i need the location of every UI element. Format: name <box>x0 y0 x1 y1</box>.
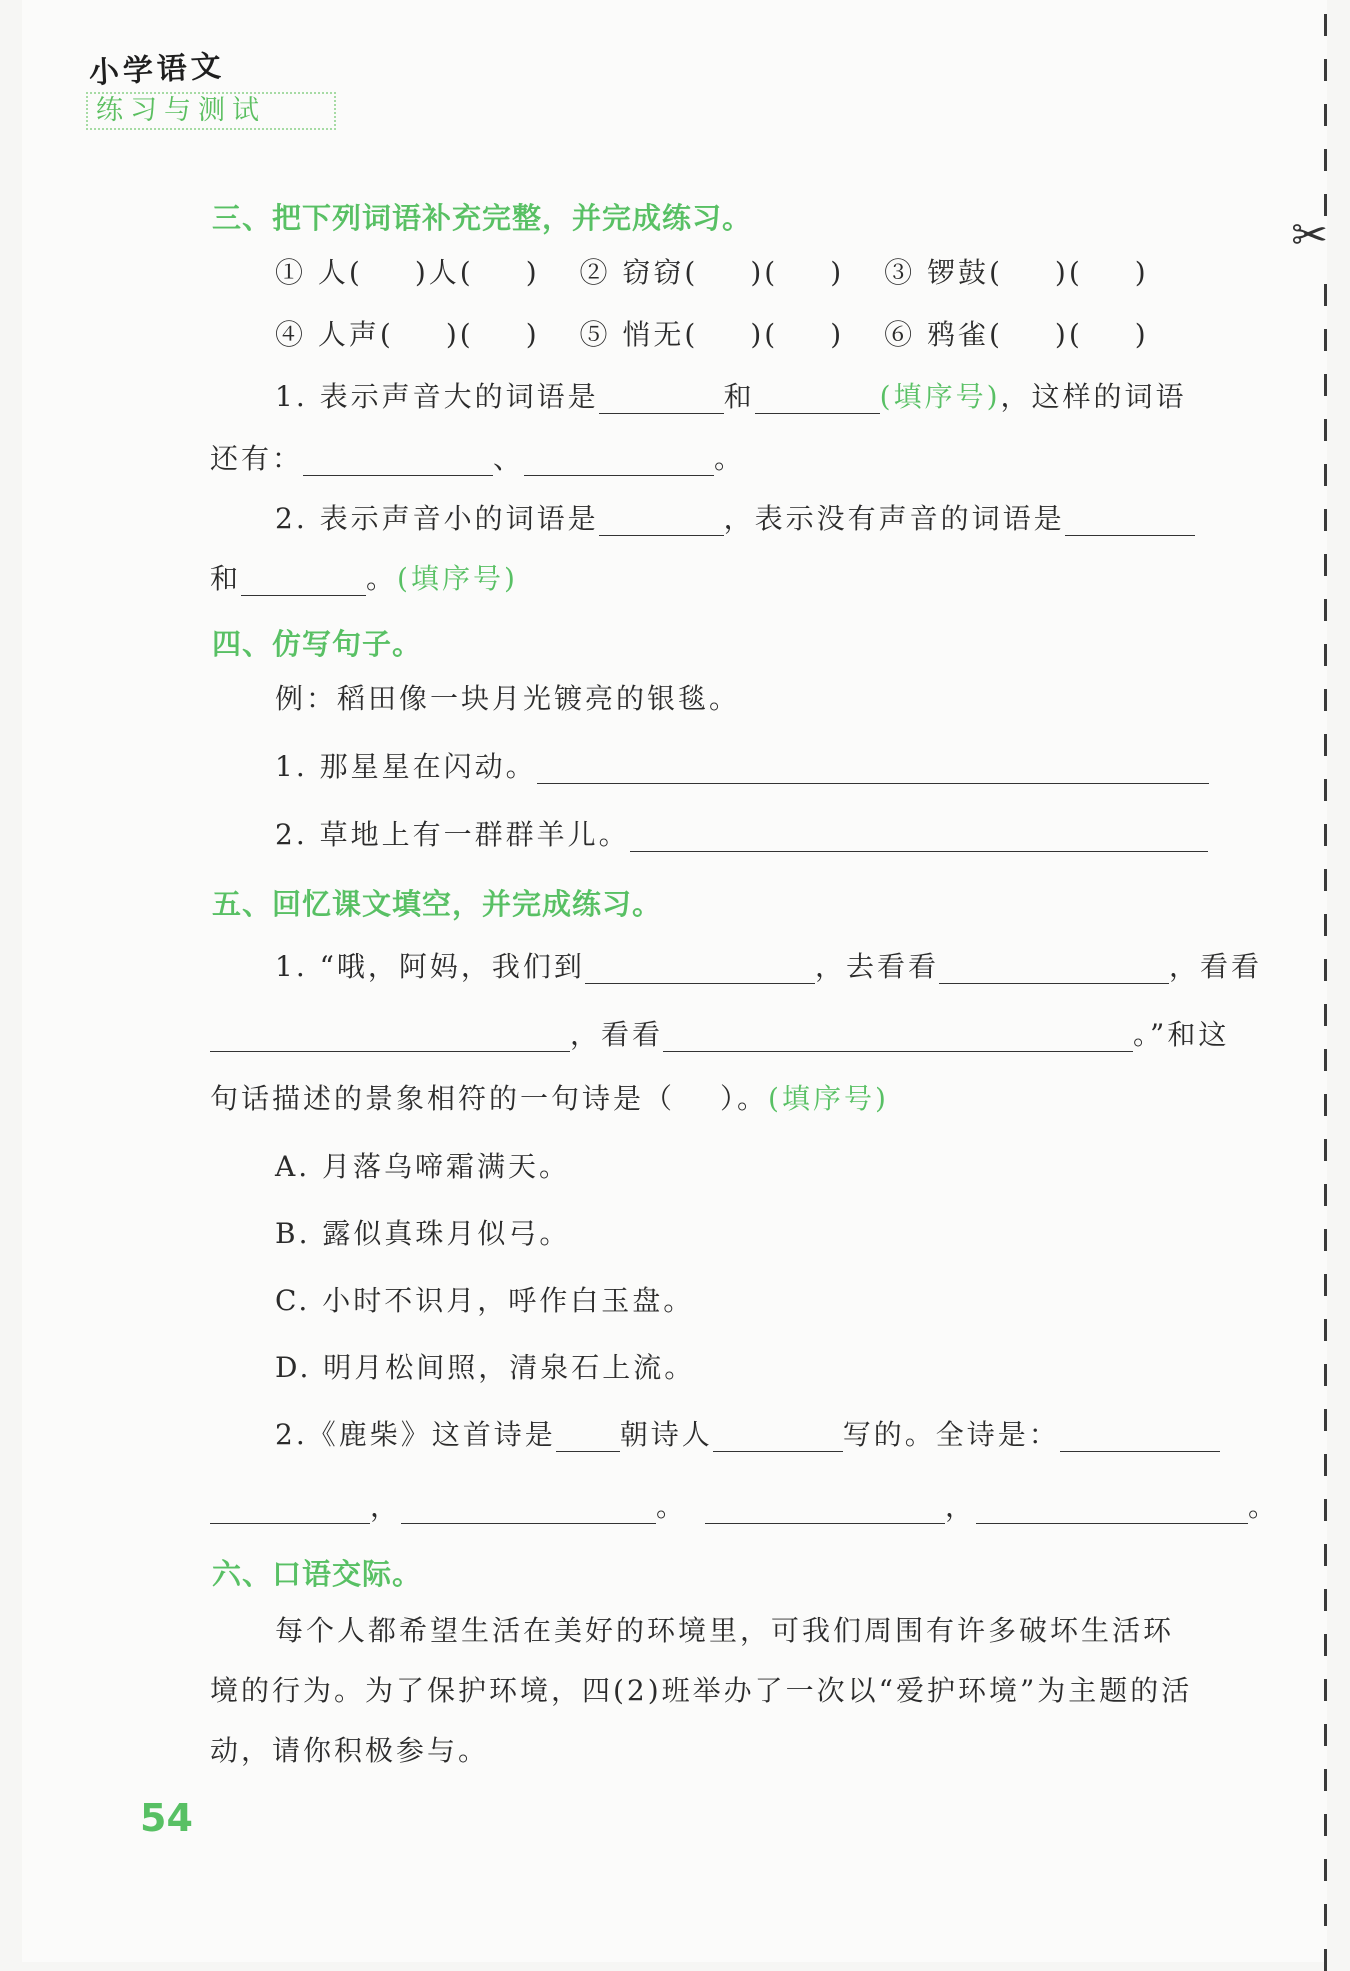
cut-line-dash <box>1324 1139 1327 1161</box>
cut-line-dash <box>1324 1004 1327 1026</box>
cut-line-dash <box>1324 1544 1327 1566</box>
section-5-title: 五、回忆课文填空，并完成练习。 <box>212 887 663 921</box>
cut-line-dash <box>1324 1589 1327 1611</box>
section-4-title: 四、仿写句子。 <box>212 627 423 661</box>
cut-line-dash <box>1324 734 1327 756</box>
cut-line-dash <box>1324 1724 1327 1746</box>
answer-blank[interactable] <box>705 1493 945 1524</box>
sec6-paragraph-line2: 境的行为。为了保护环境，四(2)班举办了一次以“爱护环境”为主题的活 <box>210 1674 1193 1707</box>
cut-line-dash <box>1324 1949 1327 1971</box>
cut-line-dash <box>1324 149 1327 171</box>
answer-blank[interactable] <box>210 1493 370 1524</box>
cut-line-dash <box>1324 1634 1327 1656</box>
cut-line-dash <box>1324 1094 1327 1116</box>
sec3-q2-line2: 和 。(填序号) <box>210 562 518 595</box>
cut-line-dash <box>1324 779 1327 801</box>
answer-blank[interactable] <box>599 505 724 536</box>
sec4-q1: 1. 那星星在闪动。 <box>275 750 1209 784</box>
answer-blank[interactable] <box>241 565 366 596</box>
section-6-title: 六、口语交际。 <box>212 1557 423 1591</box>
cut-line-dash <box>1324 1679 1327 1701</box>
answer-blank[interactable] <box>210 1021 570 1052</box>
answer-blank[interactable] <box>599 383 724 414</box>
cut-line-dash <box>1324 869 1327 891</box>
book-header <box>88 48 266 126</box>
answer-blank[interactable] <box>303 445 493 476</box>
option-a: A. 月落乌啼霜满天。 <box>275 1150 571 1183</box>
book-subtitle: 练习与测试 <box>86 92 336 130</box>
cut-line-dash <box>1324 1184 1327 1206</box>
cut-line-dash <box>1324 419 1327 441</box>
cut-line-dash <box>1324 644 1327 666</box>
sec3-q1-line1: 1. 表示声音大的词语是 和 (填序号)，这样的词语 <box>275 380 1187 413</box>
word-row-1: ① 人( )人( ) ② 窃窃( )( ) ③ 锣鼓( )( ) <box>275 256 1149 289</box>
page-number: 54 <box>140 1796 193 1840</box>
answer-blank[interactable] <box>537 753 1209 784</box>
sec5-q1-line2: ，看看 。”和这 <box>210 1018 1229 1052</box>
cut-line-dash <box>1324 329 1327 351</box>
cut-line-dash <box>1324 959 1327 981</box>
answer-blank[interactable] <box>755 383 880 414</box>
cut-line-dash <box>1324 1364 1327 1386</box>
sec4-q2: 2. 草地上有一群群羊儿。 <box>275 818 1208 852</box>
cut-line-dash <box>1324 1274 1327 1296</box>
cut-line-dash <box>1324 1409 1327 1431</box>
cut-line-dash <box>1324 464 1327 486</box>
sec6-paragraph-line1: 每个人都希望生活在美好的环境里，可我们周围有许多破坏生活环 <box>275 1614 1175 1647</box>
cut-line-dash <box>1324 914 1327 936</box>
answer-blank[interactable] <box>713 1421 843 1452</box>
cut-line-dash <box>1324 104 1327 126</box>
answer-blank[interactable] <box>401 1493 656 1524</box>
option-d: D. 明月松间照，清泉石上流。 <box>275 1351 696 1384</box>
cut-line-dash <box>1324 1859 1327 1881</box>
cut-line-dash <box>1324 689 1327 711</box>
cut-line-dash <box>1324 14 1327 36</box>
sec5-q1-line1: 1. “哦，阿妈，我们到 ，去看看 ，看看 <box>275 950 1262 983</box>
answer-blank[interactable] <box>939 953 1169 984</box>
cut-line-dash <box>1324 1769 1327 1791</box>
answer-blank[interactable] <box>976 1493 1248 1524</box>
answer-blank[interactable] <box>524 445 714 476</box>
cut-line-dash <box>1324 284 1327 306</box>
sec3-q1-line2: 还有： 、 。 <box>210 442 746 475</box>
option-c: C. 小时不识月，呼作白玉盘。 <box>275 1284 695 1317</box>
section-3-title: 三、把下列词语补充完整，并完成练习。 <box>212 201 753 235</box>
cut-line-dash <box>1324 509 1327 531</box>
answer-blank[interactable] <box>585 953 815 984</box>
cut-line-dash <box>1324 1049 1327 1071</box>
cut-line-dash <box>1324 1499 1327 1521</box>
answer-blank[interactable] <box>1060 1421 1220 1452</box>
cut-line-dash <box>1324 1814 1327 1836</box>
cut-line-dash <box>1324 59 1327 81</box>
cut-line-dash <box>1324 824 1327 846</box>
cut-line-dash <box>1324 599 1327 621</box>
sec4-example: 例：稻田像一块月光镀亮的银毯。 <box>275 682 741 715</box>
scissors-icon: ✂ <box>1291 210 1328 261</box>
cut-line-dash <box>1324 554 1327 576</box>
answer-blank[interactable] <box>630 821 1208 852</box>
word-row-2: ④ 人声( )( ) ⑤ 悄无( )( ) ⑥ 鸦雀( )( ) <box>275 318 1149 351</box>
answer-blank[interactable] <box>663 1021 1133 1052</box>
cut-line <box>1324 0 1330 1962</box>
cut-line-dash <box>1324 374 1327 396</box>
answer-blank[interactable] <box>556 1421 620 1452</box>
cut-line-dash <box>1324 1319 1327 1341</box>
sec5-q2-line2: ， 。 ， 。 <box>210 1490 1279 1524</box>
option-b: B. 露似真珠月似弓。 <box>275 1217 571 1250</box>
sec5-q2-line1: 2.《鹿柴》这首诗是 朝诗人 写的。全诗是： <box>275 1418 1220 1452</box>
cut-line-dash <box>1324 1904 1327 1926</box>
book-title: 小学语文 <box>88 48 226 92</box>
answer-blank[interactable] <box>1065 505 1195 536</box>
sec5-q1-line3: 句话描述的景象相符的一句诗是（ ）。(填序号) <box>210 1082 889 1115</box>
sec3-q2-line1: 2. 表示声音小的词语是 ，表示没有声音的词语是 <box>275 502 1195 536</box>
sec6-paragraph-line3: 动，请你积极参与。 <box>210 1734 490 1767</box>
cut-line-dash <box>1324 1454 1327 1476</box>
cut-line-dash <box>1324 1229 1327 1251</box>
